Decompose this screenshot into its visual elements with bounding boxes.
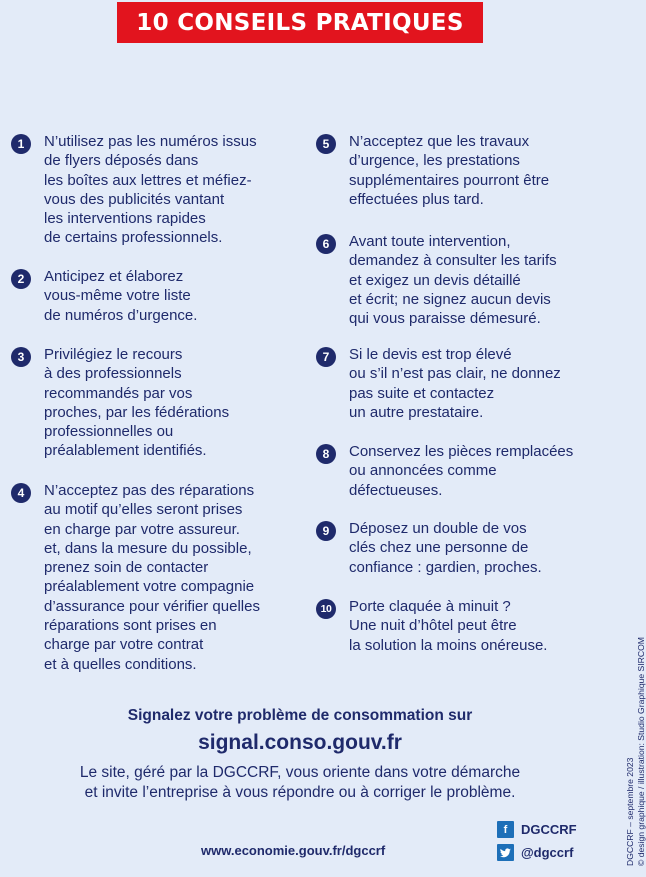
tip-number-badge: 6 — [316, 234, 336, 254]
twitter-handle: @dgccrf — [521, 845, 574, 860]
tip-number-badge: 2 — [11, 269, 31, 289]
credits-line: © design graphique / illustration: Studio Graphique SIRCOM — [635, 637, 646, 866]
tip-number-badge: 8 — [316, 444, 336, 464]
tip-item — [11, 481, 260, 674]
tip-item — [11, 267, 197, 325]
tip-item — [316, 597, 547, 655]
tip-text: Avant toute intervention, demandez à consulter les tarifs et exigez un devis détaillé et écrit; ne signez aucun devis qui vous paraisse démesuré. — [349, 233, 557, 328]
tip-text: Conservez les pièces remplacées ou annoncées comme défectueuses. — [349, 443, 574, 499]
cta-heading: Signalez votre problème de consommation sur — [127, 707, 473, 724]
signal-conso-link[interactable]: signal.conso.gouv.fr — [198, 731, 402, 754]
page-title: 10 CONSEILS PRATIQUES — [117, 2, 483, 43]
tip-item — [316, 519, 542, 577]
credits — [625, 637, 646, 866]
tip-item — [11, 345, 229, 461]
tip-number-badge: 1 — [11, 134, 31, 154]
facebook-link[interactable] — [497, 821, 577, 838]
tip-text: N’acceptez pas des réparations au motif qu’elles seront prises en charge par votre assureur. et, dans la mesure du possible, prenez soin de contacter préalablement votre compagnie d’assurance pour vérifier quelles réparations sont prises en charge par votre contrat et à quelles conditions. — [44, 482, 260, 673]
tip-number-badge: 7 — [316, 347, 336, 367]
tip-item — [316, 132, 549, 209]
twitter-link[interactable] — [497, 844, 573, 861]
tip-text: N’acceptez que les travaux d’urgence, les prestations supplémentaires pourront être effectuées plus tard. — [349, 133, 550, 208]
twitter-bird-glyph — [500, 848, 511, 858]
cta-description: Le site, géré par la DGCCRF, vous oriente dans votre démarche et invite l’entreprise à vous répondre ou à corriger le problème. — [79, 764, 521, 801]
tip-number-badge: 9 — [316, 521, 336, 541]
tip-number-badge: 5 — [316, 134, 336, 154]
credits-line: DGCCRF – septembre 2023 — [625, 757, 635, 866]
website-link[interactable]: www.economie.gouv.fr/dgccrf — [201, 843, 386, 858]
tip-text: N’utilisez pas les numéros issus de flyers déposés dans les boîtes aux lettres et méfiez- vous des publicités vantant les interventions rapides de certains professionnels. — [44, 133, 257, 247]
tip-item — [316, 345, 561, 422]
tip-text: Déposez un double de vos clés chez une personne de confiance : gardien, proches. — [349, 520, 542, 576]
tip-text: Privilégiez le recours à des professionnels recommandés par vos proches, par les fédérations professionnelles ou préalablement identifiés. — [44, 346, 230, 460]
tip-number-badge: 4 — [11, 483, 31, 503]
facebook-icon: f — [497, 821, 514, 838]
tip-item — [11, 132, 257, 248]
tip-number-badge: 3 — [11, 347, 31, 367]
tip-number-badge: 10 — [316, 599, 336, 619]
tip-text: Anticipez et élaborez vous-même votre liste de numéros d’urgence. — [44, 268, 198, 324]
tip-text: Si le devis est trop élevé ou s’il n’est pas clair, ne donnez pas suite et contactez un autre prestataire. — [349, 346, 561, 421]
tip-item — [316, 232, 557, 328]
tip-item — [316, 442, 573, 500]
facebook-handle: DGCCRF — [521, 822, 577, 837]
tip-text: Porte claquée à minuit ? Une nuit d’hôtel peut être la solution la moins onéreuse. — [349, 598, 548, 654]
twitter-icon — [497, 844, 514, 861]
